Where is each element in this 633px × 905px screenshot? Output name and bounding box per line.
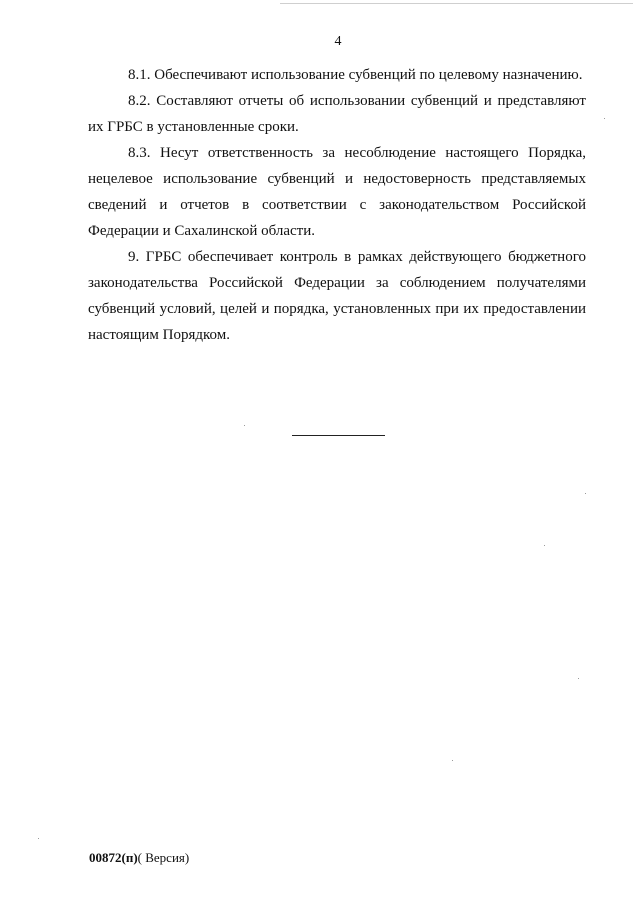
- paragraph-8-2: 8.2. Составляют отчеты об использовании субвенций и представляют их ГРБС в установленные сроки.: [88, 93, 586, 135]
- scan-speck: [578, 678, 579, 679]
- scan-speck: [452, 760, 453, 761]
- paragraph-8-1: 8.1. Обеспечивают использование субвенций по целевому назначению.: [128, 67, 583, 83]
- scan-speck: [544, 545, 545, 546]
- footer-code-number: 00872(п): [89, 850, 138, 865]
- scan-speck: [244, 425, 245, 426]
- page-number: 4: [334, 34, 342, 49]
- paragraph-8-3: 8.3. Несут ответственность за несоблюдение настоящего Порядка, нецелевое использование субвенций и недостоверность представляемых сведений и отчетов в соответствии с законодательством Российской Федерации и Сахалинской области.: [88, 145, 586, 239]
- footer-version-label: ( Версия): [137, 850, 190, 865]
- paragraph-9: 9. ГРБС обеспечивает контроль в рамках действующего бюджетного законодательства Российской Федерации за соблюдением получателями субвенций условий, целей и порядка, установленных при их предоставлении настоящим Порядком.: [88, 249, 586, 343]
- end-of-text-rule: [292, 435, 385, 436]
- scan-speck: [604, 118, 605, 119]
- document-body: [88, 62, 586, 348]
- footer-document-code: [89, 850, 189, 866]
- scan-speck: [38, 838, 39, 839]
- scan-speck: [585, 493, 586, 494]
- scan-top-edge-line: [280, 3, 633, 4]
